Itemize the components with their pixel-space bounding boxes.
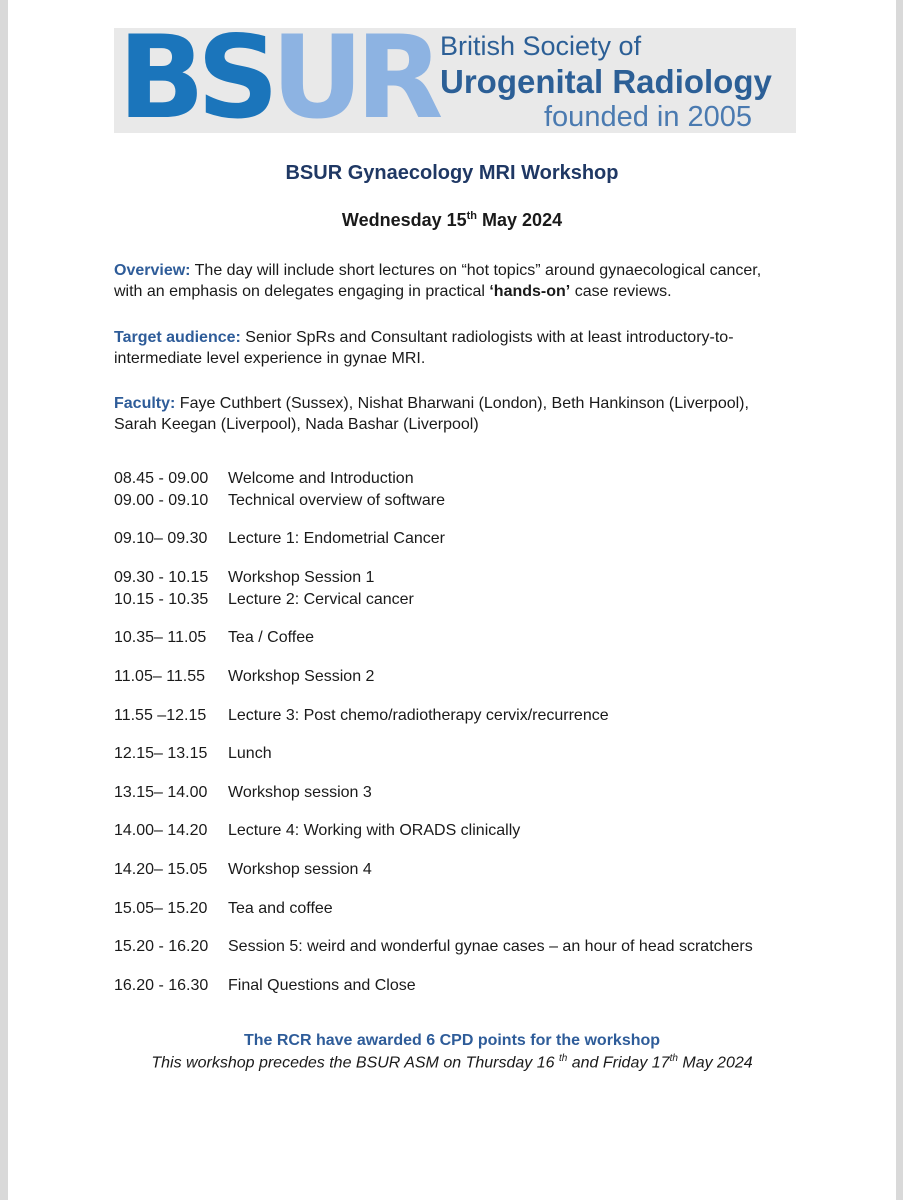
audience-label: Target audience: — [114, 329, 241, 346]
schedule-row: 09.00 - 09.10 Technical overview of software — [114, 492, 445, 509]
logo-line-2: Urogenital Radiology — [440, 63, 772, 100]
overview-paragraph: Overview: The day will include short lectures on “hot topics” around gynaecological cancer, with an emphasis on delegates engaging in practical ‘hands-on’ case reviews. — [114, 262, 762, 300]
schedule-row: 13.15– 14.00 Workshop session 3 — [114, 784, 372, 801]
bsur-logo — [114, 11, 796, 144]
logo-line-1: British Society of — [440, 31, 642, 61]
schedule-row: 12.15– 13.15 Lunch — [114, 745, 272, 762]
schedule-row: 08.45 - 09.00 Welcome and Introduction — [114, 470, 414, 487]
schedule-row: 10.15 - 10.35 Lecture 2: Cervical cancer — [114, 591, 414, 608]
workshop-title: BSUR Gynaecology MRI Workshop — [285, 162, 619, 184]
schedule-row: 15.05– 15.20 Tea and coffee — [114, 900, 333, 917]
schedule-row: 16.20 - 16.30 Final Questions and Close — [114, 977, 416, 994]
logo-mark: BSUR — [118, 11, 436, 144]
schedule-row: 09.10– 09.30 Lecture 1: Endometrial Cancer — [114, 530, 445, 547]
document-page — [8, 0, 896, 1200]
workshop-date: Wednesday 15th May 2024 — [341, 210, 563, 230]
overview-label: Overview: — [114, 262, 191, 279]
schedule-row: 11.05– 11.55 Workshop Session 2 — [114, 668, 375, 685]
logo-text — [440, 30, 794, 134]
schedule-row: 10.35– 11.05 Tea / Coffee — [114, 629, 314, 646]
audience-paragraph: Target audience: Senior SpRs and Consultant radiologists with at least introductory-to-intermediate level experience in gynae MRI. — [114, 329, 734, 367]
faculty-label: Faculty: — [114, 395, 176, 412]
schedule-row: 09.30 - 10.15 Workshop Session 1 — [114, 569, 375, 586]
faculty-paragraph: Faculty: Faye Cuthbert (Sussex), Nishat Bharwani (London), Beth Hankinson (Liverpool), Sarah Keegan (Liverpool), Nada Bashar (Liverpool) — [114, 395, 749, 433]
schedule-row: 15.20 - 16.20 Session 5: weird and wonderful gynae cases – an hour of head scratchers — [114, 938, 753, 955]
asm-note: This workshop precedes the BSUR ASM on Thursday 16 $^{th}$ and Friday 17th May 2024 — [151, 1053, 753, 1072]
schedule-row: 14.20– 15.05 Workshop session 4 — [114, 861, 372, 878]
logo-line-3: founded in 2005 — [544, 101, 753, 133]
cpd-notice: The RCR have awarded 6 CPD points for the workshop — [243, 1032, 661, 1049]
schedule-row: 11.55 –12.15 Lecture 3: Post chemo/radiotherapy cervix/recurrence — [114, 707, 609, 724]
schedule-row: 14.00– 14.20 Lecture 4: Working with ORADS clinically — [114, 822, 521, 839]
